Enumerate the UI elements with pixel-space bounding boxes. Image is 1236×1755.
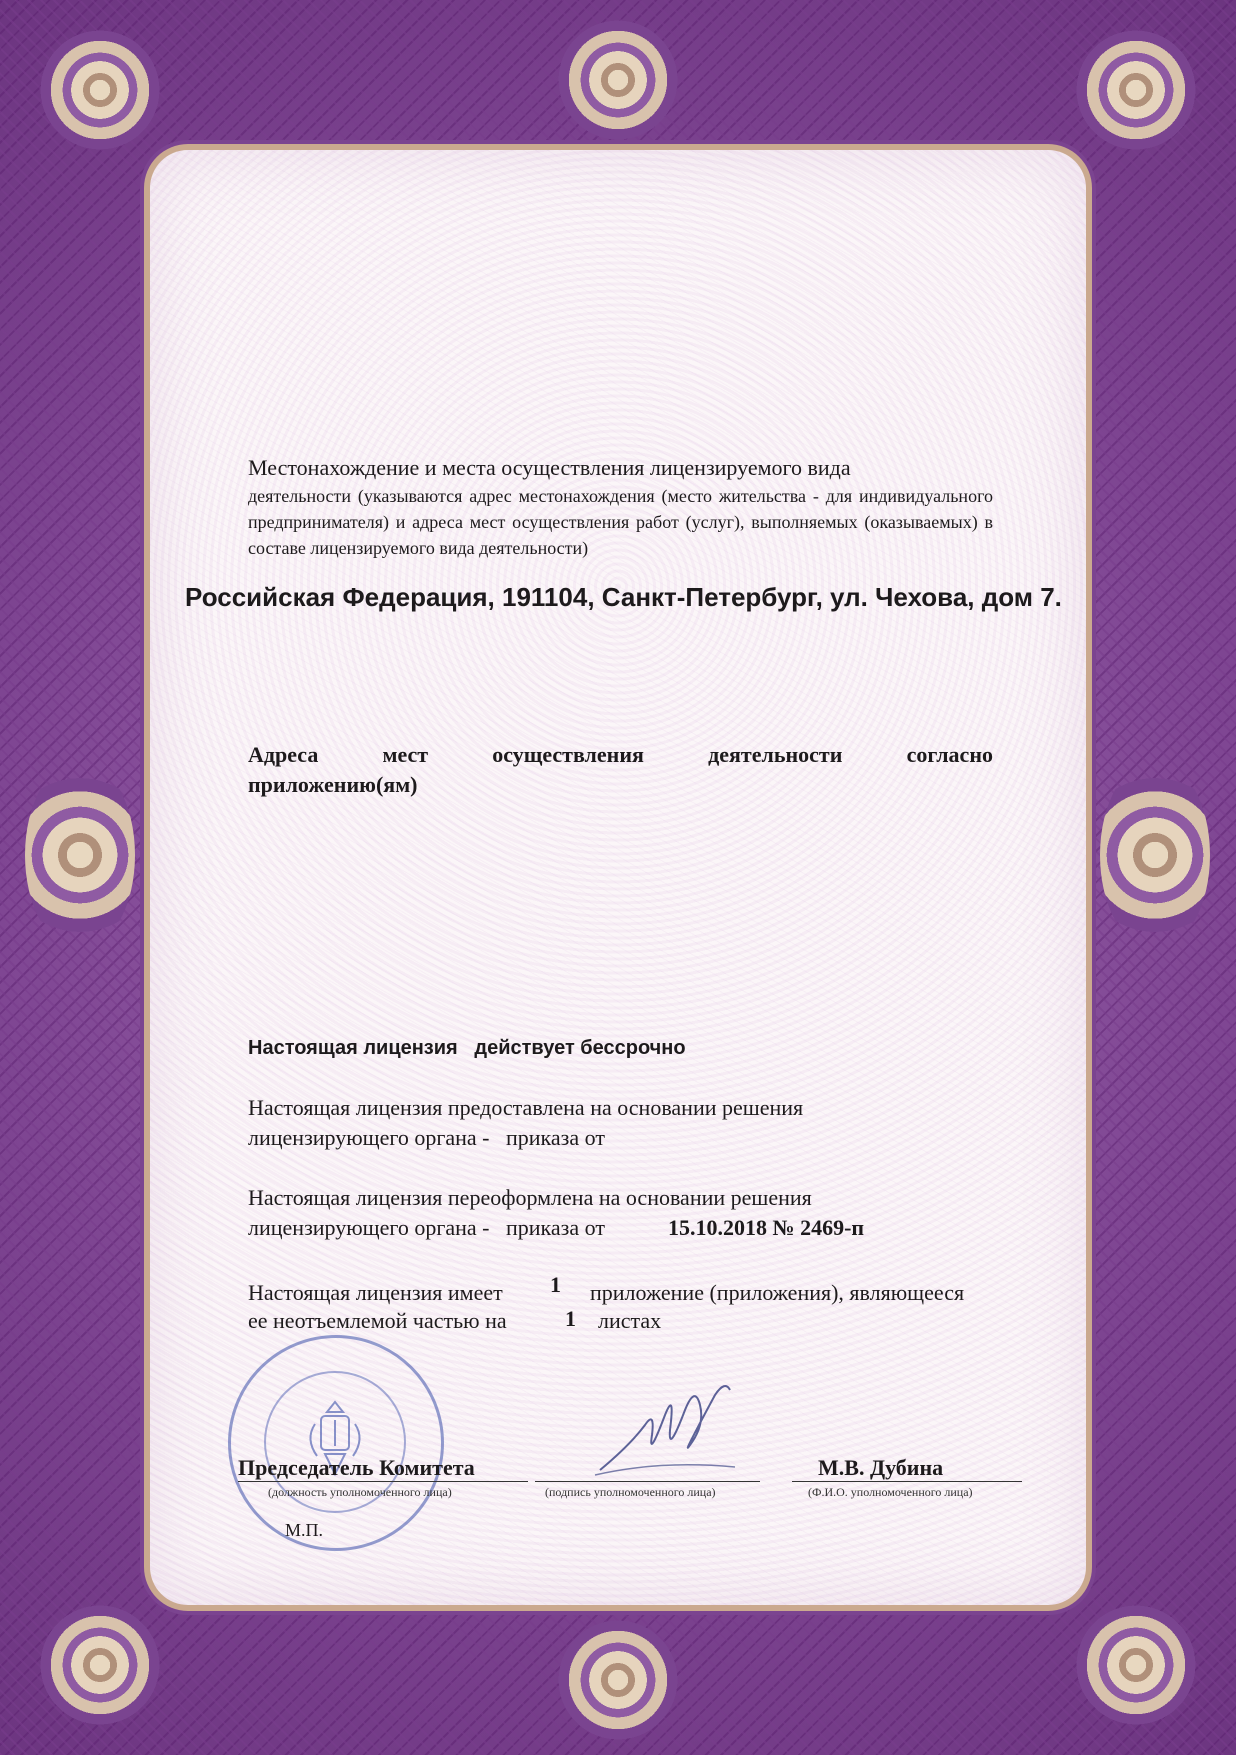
appendix-sheets: 1	[565, 1306, 576, 1331]
location-heading-line1: Местонахождение и места осуществления лицензируемого вида	[248, 455, 851, 480]
location-heading	[248, 455, 993, 481]
corner-ornament-top-left	[40, 30, 160, 150]
reissued-line2: лицензирующего органа - приказа от	[248, 1215, 605, 1240]
stamp-place: М.П.	[285, 1520, 324, 1540]
name-caption: (Ф.И.О. уполномоченного лица)	[808, 1485, 973, 1499]
corner-ornament-top-right	[1076, 30, 1196, 150]
granted-line1: Настоящая лицензия предоставлена на основании решения	[248, 1095, 804, 1120]
signature-caption: (подпись уполномоченного лица)	[545, 1485, 716, 1499]
official-seal	[228, 1335, 444, 1551]
right-side-ornament	[1100, 760, 1210, 950]
top-center-ornament	[558, 20, 678, 140]
reissued-line1: Настоящая лицензия переоформлена на основании решения	[248, 1185, 812, 1210]
name-underline	[792, 1481, 1022, 1482]
position-caption: (должность уполномоченного лица)	[268, 1485, 452, 1499]
appendix-line1-prefix: Настоящая лицензия имеет	[248, 1280, 503, 1305]
address: Российская Федерация, 191104, Санкт-Петербург, ул. Чехова, дом 7.	[185, 582, 1062, 612]
addresses-note-line2: приложению(ям)	[248, 772, 418, 797]
corner-ornament-bottom-right	[1076, 1605, 1196, 1725]
appendix-line1-suffix: приложение (приложения), являющееся	[590, 1280, 965, 1305]
appendix-line2-suffix: листах	[598, 1308, 662, 1333]
validity-value: действует бессрочно	[474, 1037, 686, 1059]
bottom-center-ornament	[558, 1620, 678, 1740]
appendix-line2-prefix: ее неотъемлемой частью на	[248, 1308, 507, 1333]
validity-label: Настоящая лицензия	[248, 1037, 458, 1059]
signatory-name: М.В. Дубина	[818, 1455, 944, 1480]
validity-statement	[248, 1037, 686, 1060]
location-heading-details: деятельности (указываются адрес местонахождения (место жительства - для индивидуального предпринимателя) и адреса мест осуществления работ (услуг), выполняемых (оказываемых) в составе лицензируемого вида деятельности)	[248, 486, 993, 558]
handwritten-signature	[590, 1375, 740, 1485]
position-underline	[238, 1481, 528, 1482]
signatory-position: Председатель Комитета	[238, 1455, 475, 1480]
corner-ornament-bottom-left	[40, 1605, 160, 1725]
left-side-ornament	[25, 760, 135, 950]
granted-line2: лицензирующего органа - приказа от	[248, 1125, 605, 1150]
signature-underline	[535, 1481, 760, 1482]
addresses-note-line1: Адреса мест осуществления деятельности согласно	[248, 742, 993, 767]
reissued-order: 15.10.2018 № 2469-п	[668, 1215, 865, 1240]
appendix-count: 1	[550, 1272, 561, 1297]
